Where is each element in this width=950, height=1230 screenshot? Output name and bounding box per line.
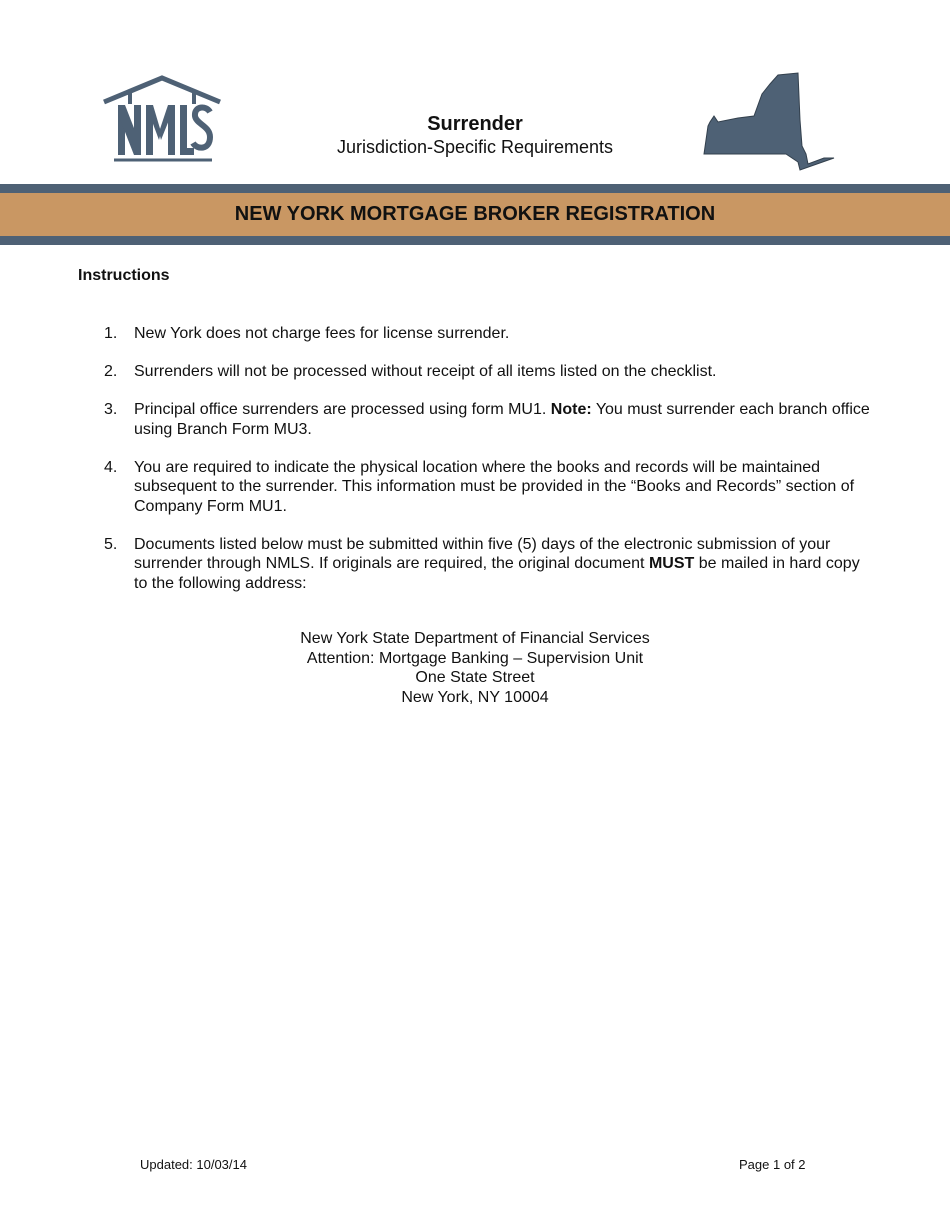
band-bottom-stripe — [0, 236, 950, 245]
list-item — [104, 535, 874, 594]
list-item — [104, 400, 874, 439]
instructions-heading: Instructions — [78, 267, 170, 284]
list-item-number: 5. — [104, 535, 118, 553]
band-top-stripe — [0, 184, 950, 193]
must-emphasis: MUST — [648, 555, 695, 572]
instructions-list — [104, 324, 874, 612]
address-line-4: New York, NY 10004 — [401, 688, 549, 706]
mailing-address — [0, 629, 950, 707]
list-item — [104, 362, 874, 382]
address-line-2: Attention: Mortgage Banking – Supervision Unit — [306, 649, 644, 667]
list-item-text: Principal office surrenders are processed using form MU1. Note: You must surrender each branch office using Branch Form MU3. — [134, 401, 870, 438]
note-label: Note: — [550, 401, 592, 418]
list-item-text: You are required to indicate the physical location where the books and records will be maintained subsequent to the surrender. This information must be provided in the “Books and Records” section of Company Form MU1. — [134, 458, 855, 515]
address-line-3: One State Street — [415, 669, 535, 686]
list-item-number: 4. — [104, 458, 118, 476]
address-line-1: New York State Department of Financial Services — [300, 630, 650, 647]
list-item-text: Surrenders will not be processed without receipt of all items listed on the checklist. — [134, 363, 717, 380]
footer-page-number: Page 1 of 2 — [739, 1157, 806, 1172]
list-item-number: 1. — [104, 325, 118, 342]
page-subtitle: Jurisdiction-Specific Requirements — [336, 137, 614, 157]
list-item-number: 3. — [104, 401, 118, 418]
footer-updated: Updated: 10/03/14 — [140, 1157, 247, 1172]
page-title: Surrender — [427, 113, 523, 135]
list-item — [104, 324, 874, 344]
list-item-text: New York does not charge fees for license surrender. — [134, 325, 510, 342]
list-item-number: 2. — [104, 363, 118, 380]
list-item-text: Documents listed below must be submitted within five (5) days of the electronic submission of your surrender through NMLS. If originals are required, the original document MUST be mailed in hard copy to the following address: — [134, 535, 860, 592]
new-york-state-map-icon — [694, 70, 836, 180]
list-item — [104, 458, 874, 517]
banner-title: NEW YORK MORTGAGE BROKER REGISTRATION — [0, 193, 950, 236]
